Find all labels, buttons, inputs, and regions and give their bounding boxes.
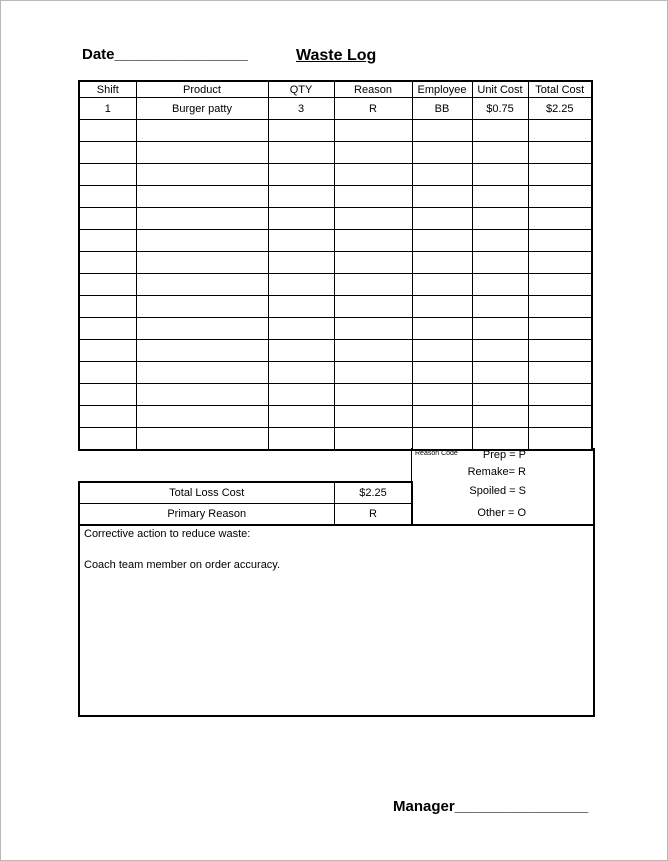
table-cell <box>334 230 412 252</box>
table-cell <box>334 142 412 164</box>
table-cell <box>268 296 334 318</box>
table-cell <box>268 318 334 340</box>
table-cell <box>528 120 592 142</box>
table-cell <box>412 164 472 186</box>
column-header: Product <box>136 81 268 98</box>
column-header: Unit Cost <box>472 81 528 98</box>
table-cell <box>528 406 592 428</box>
table-cell <box>79 428 136 451</box>
table-cell <box>136 318 268 340</box>
table-cell <box>268 164 334 186</box>
table-cell <box>268 186 334 208</box>
table-cell <box>268 362 334 384</box>
table-cell <box>412 318 472 340</box>
table-cell <box>528 428 592 451</box>
date-field: Date________________ <box>82 46 248 63</box>
table-cell <box>412 208 472 230</box>
table-cell <box>528 164 592 186</box>
table-cell <box>79 296 136 318</box>
table-cell <box>79 142 136 164</box>
table-cell <box>79 252 136 274</box>
table-cell <box>334 428 412 451</box>
table-cell <box>136 406 268 428</box>
table-cell <box>528 362 592 384</box>
column-header: Reason <box>334 81 412 98</box>
table-cell <box>412 406 472 428</box>
column-header: Employee <box>412 81 472 98</box>
corrective-action-text: Coach team member on order accuracy. <box>84 559 281 571</box>
table-cell <box>412 384 472 406</box>
table-cell <box>334 340 412 362</box>
table-cell: Burger patty <box>136 98 268 120</box>
table-cell <box>412 252 472 274</box>
table-cell <box>472 120 528 142</box>
table-cell <box>79 274 136 296</box>
primary-reason-label: Primary Reason <box>79 504 334 525</box>
table-row <box>79 340 592 362</box>
table-row <box>79 164 592 186</box>
table-cell <box>268 274 334 296</box>
table-cell <box>136 120 268 142</box>
table-cell <box>136 142 268 164</box>
table-cell <box>412 428 472 451</box>
table-cell <box>79 340 136 362</box>
table-cell: R <box>334 98 412 120</box>
table-cell <box>79 406 136 428</box>
table-cell <box>412 274 472 296</box>
table-cell <box>136 252 268 274</box>
table-cell <box>412 142 472 164</box>
table-row <box>79 230 592 252</box>
table-cell <box>136 428 268 451</box>
table-row <box>79 274 592 296</box>
table-cell <box>136 230 268 252</box>
table-cell <box>472 274 528 296</box>
table-row <box>79 318 592 340</box>
waste-table <box>78 80 593 451</box>
summary-table <box>78 481 413 525</box>
reason-code-other: Other = O <box>477 507 526 519</box>
table-cell <box>412 230 472 252</box>
table-cell <box>334 384 412 406</box>
total-loss-row <box>79 482 412 504</box>
table-row <box>79 208 592 230</box>
table-cell <box>79 318 136 340</box>
table-cell <box>472 142 528 164</box>
table-cell <box>268 208 334 230</box>
table-cell <box>268 340 334 362</box>
table-cell: 3 <box>268 98 334 120</box>
table-row <box>79 428 592 451</box>
reason-code-remake: Remake= R <box>467 466 526 478</box>
reason-code-label: Reason Code <box>415 450 458 457</box>
table-cell <box>334 164 412 186</box>
table-cell <box>334 186 412 208</box>
table-cell <box>79 208 136 230</box>
table-cell <box>528 318 592 340</box>
table-row <box>79 142 592 164</box>
table-cell <box>472 428 528 451</box>
column-header: Shift <box>79 81 136 98</box>
table-cell <box>412 362 472 384</box>
table-row <box>79 252 592 274</box>
table-cell <box>268 142 334 164</box>
table-cell <box>334 318 412 340</box>
table-cell: 1 <box>79 98 136 120</box>
table-row <box>79 296 592 318</box>
table-row <box>79 384 592 406</box>
table-cell <box>136 296 268 318</box>
table-cell: BB <box>412 98 472 120</box>
table-row <box>79 186 592 208</box>
table-cell <box>334 208 412 230</box>
table-cell: $0.75 <box>472 98 528 120</box>
table-cell <box>528 186 592 208</box>
corrective-action-heading: Corrective action to reduce waste: <box>84 528 251 540</box>
table-cell <box>334 120 412 142</box>
reason-code-spoiled: Spoiled = S <box>469 485 526 497</box>
table-cell <box>334 406 412 428</box>
table-cell <box>79 186 136 208</box>
table-cell <box>136 384 268 406</box>
table-cell <box>79 362 136 384</box>
table-cell <box>136 340 268 362</box>
table-cell <box>528 230 592 252</box>
primary-reason-row <box>79 504 412 525</box>
table-cell <box>79 384 136 406</box>
table-cell <box>268 252 334 274</box>
table-cell <box>79 230 136 252</box>
table-cell <box>334 252 412 274</box>
table-cell <box>268 230 334 252</box>
table-cell <box>412 340 472 362</box>
table-cell <box>268 120 334 142</box>
table-cell <box>334 274 412 296</box>
table-cell <box>472 164 528 186</box>
table-cell <box>472 384 528 406</box>
table-cell <box>528 340 592 362</box>
table-cell <box>136 164 268 186</box>
table-cell <box>472 406 528 428</box>
table-row <box>79 120 592 142</box>
table-cell <box>412 296 472 318</box>
column-header: Total Cost <box>528 81 592 98</box>
table-cell <box>528 274 592 296</box>
total-loss-value: $2.25 <box>334 482 412 504</box>
table-cell <box>412 120 472 142</box>
table-cell <box>528 384 592 406</box>
manager-signature-field: Manager________________ <box>393 798 589 815</box>
table-cell <box>528 252 592 274</box>
table-cell <box>472 296 528 318</box>
table-cell <box>79 164 136 186</box>
primary-reason-value: R <box>334 504 412 525</box>
table-cell <box>472 318 528 340</box>
table-cell <box>268 428 334 451</box>
table-cell <box>472 252 528 274</box>
table-cell <box>136 208 268 230</box>
table-cell <box>334 296 412 318</box>
table-row <box>79 362 592 384</box>
table-cell <box>79 120 136 142</box>
table-cell <box>136 274 268 296</box>
table-row <box>79 98 592 120</box>
table-cell <box>268 406 334 428</box>
table-cell <box>136 362 268 384</box>
reason-code-prep: Prep = P <box>482 449 526 461</box>
total-loss-label: Total Loss Cost <box>79 482 334 504</box>
table-cell <box>472 362 528 384</box>
table-cell <box>472 340 528 362</box>
corrective-action-box <box>78 524 595 717</box>
column-header: QTY <box>268 81 334 98</box>
table-cell: $2.25 <box>528 98 592 120</box>
table-cell <box>528 208 592 230</box>
table-cell <box>472 208 528 230</box>
table-cell <box>268 384 334 406</box>
table-cell <box>412 186 472 208</box>
table-header-row <box>79 81 592 98</box>
table-cell <box>528 142 592 164</box>
table-cell <box>472 230 528 252</box>
table-cell <box>472 186 528 208</box>
table-cell <box>528 296 592 318</box>
table-row <box>79 406 592 428</box>
table-cell <box>334 362 412 384</box>
table-cell <box>136 186 268 208</box>
page-title: Waste Log <box>296 47 377 64</box>
